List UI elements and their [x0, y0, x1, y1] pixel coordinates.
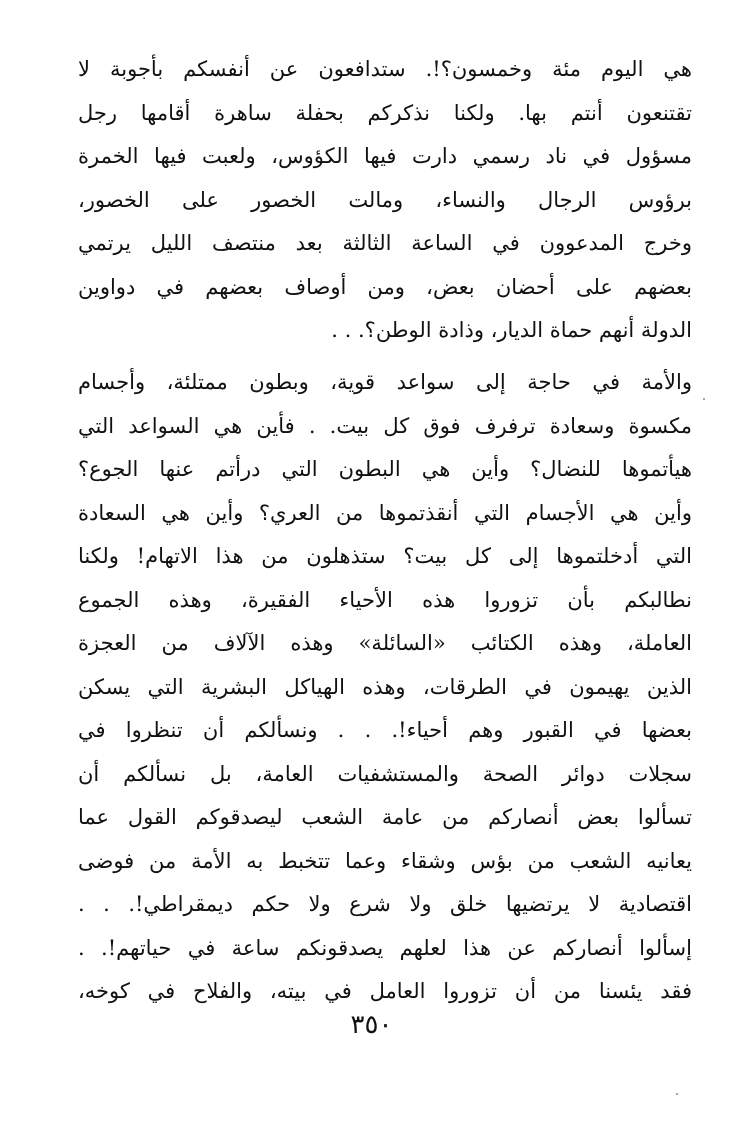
- text-line: إسألوا أنصاركم عن هذا لعلهم يصدقونكم ساعة في حياتهم!. .: [78, 935, 692, 960]
- text-line: برؤوس الرجال والنساء، ومالت الخصور على الخصور،: [78, 187, 692, 212]
- text-line: التي أدخلتموها إلى كل بيت؟ ستذهلون من هذا الاتهام! ولكنا: [78, 544, 692, 568]
- text-line: مسؤول في ناد رسمي دارت فيها الكؤوس، ولعبت فيها الخمرة: [78, 144, 692, 168]
- text-line: يعانيه الشعب من بؤس وشقاء وعما تتخبط به الأمة من فوضى: [78, 848, 692, 873]
- text-line: مكسوة وسعادة ترفرف فوق كل بيت. . فأين هي السواعد التي: [78, 413, 692, 438]
- scan-speck: [676, 1093, 678, 1095]
- text-line: سجلات دوائر الصحة والمستشفيات العامة، بل نسألكم أن: [78, 761, 692, 786]
- text-line: الذين يهيمون في الطرقات، وهذه الهياكل البشرية التي يسكن: [78, 674, 692, 699]
- paragraph-1: [78, 48, 692, 353]
- text-line: والأمة في حاجة إلى سواعد قوية، وبطون ممتلئة، وأجسام: [78, 370, 692, 394]
- text-line: اقتصادية لا يرتضيها خلق ولا شرع ولا حكم ديمقراطي!. . .: [78, 892, 692, 916]
- text-line: هيأتموها للنضال؟ وأين هي البطون التي درأتم عنها الجوع؟: [78, 457, 692, 481]
- paragraph-2: [78, 361, 692, 1014]
- text-line: بعضهم على أحضان بعض، ومن أوصاف بعضهم في دواوين: [78, 274, 692, 299]
- text-line: العاملة، وهذه الكتائب «السائلة» وهذه الآلاف من العجزة: [78, 631, 692, 655]
- text-line: فقد يئسنا من أن تزوروا العامل في بيته، والفلاح في كوخه،: [78, 979, 692, 1003]
- text-line: الدولة أنهم حماة الديار، وذادة الوطن؟. . .: [331, 318, 692, 342]
- page-number: ٣٥٠: [350, 1010, 393, 1040]
- text-line: تسألوا بعض أنصاركم من عامة الشعب ليصدقوكم القول عما: [78, 805, 692, 829]
- text-line: نطالبكم بأن تزوروا هذه الأحياء الفقيرة، وهذه الجموع: [78, 587, 692, 612]
- text-line: هي اليوم مئة وخمسون؟!. ستدافعون عن أنفسكم بأجوبة لا: [78, 57, 692, 81]
- text-line: بعضها في القبور وهم أحياء!. . . ونسألكم أن تنظروا في: [78, 718, 692, 742]
- text-line: وخرج المدعوون في الساعة الثالثة بعد منتصف الليل يرتمي: [78, 231, 692, 255]
- text-line: وأين هي الأجسام التي أنقذتموها من العري؟ وأين هي السعادة: [78, 500, 692, 525]
- scan-speck: [703, 398, 705, 400]
- text-line: تقتنعون أنتم بها. ولكنا نذكركم بحفلة ساهرة أقامها رجل: [78, 100, 692, 125]
